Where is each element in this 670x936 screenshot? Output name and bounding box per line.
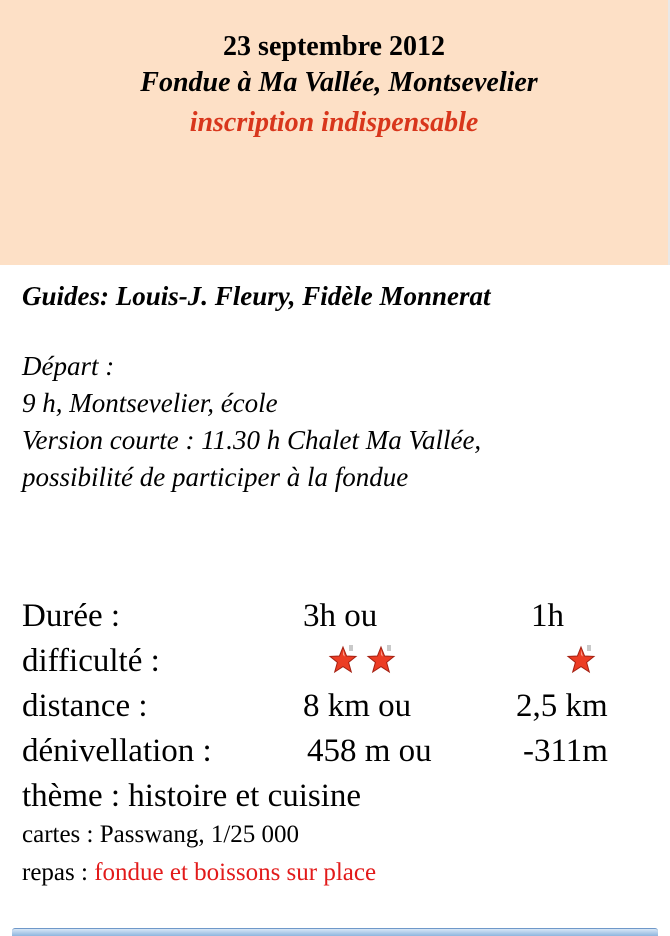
- departure-section: [22, 348, 481, 496]
- duration-short: 1h: [531, 598, 564, 634]
- elevation-short: -311m: [523, 733, 608, 769]
- event-title: Fondue à Ma Vallée, Montsevelier: [140, 67, 538, 98]
- event-date: 23 septembre 2012: [223, 31, 445, 62]
- distance-short: 2,5 km: [516, 688, 608, 724]
- registration-note: inscription indispensable: [189, 107, 479, 138]
- elevation-label: dénivellation :: [22, 733, 212, 769]
- distance-label: distance :: [22, 688, 148, 724]
- duration-long: 3h ou: [303, 598, 378, 634]
- distance-long: 8 km ou: [303, 688, 412, 724]
- star-icon: [366, 645, 396, 675]
- maps-line: cartes : Passwang, 1/25 000: [22, 821, 300, 848]
- departure-label: Départ :: [22, 351, 115, 381]
- meal-label: repas :: [22, 859, 88, 886]
- star-icon: [328, 645, 358, 675]
- star-icon: [566, 645, 596, 675]
- fondue-participation-line: possibilité de participer à la fondue: [22, 462, 409, 492]
- short-version-line: Version courte : 11.30 h Chalet Ma Vallée,: [22, 425, 482, 455]
- guides-line: Guides: Louis-J. Fleury, Fidèle Monnerat: [22, 281, 491, 311]
- difficulty-label: difficulté :: [22, 643, 160, 679]
- theme-line: thème : histoire et cuisine: [22, 778, 362, 814]
- meal-line: [22, 858, 376, 888]
- duration-label: Durée :: [22, 598, 121, 634]
- meal-value: fondue et boissons sur place: [94, 859, 377, 886]
- elevation-long: 458 m ou: [307, 733, 432, 769]
- departure-time-place: 9 h, Montsevelier, école: [22, 388, 278, 418]
- event-header: [0, 0, 670, 265]
